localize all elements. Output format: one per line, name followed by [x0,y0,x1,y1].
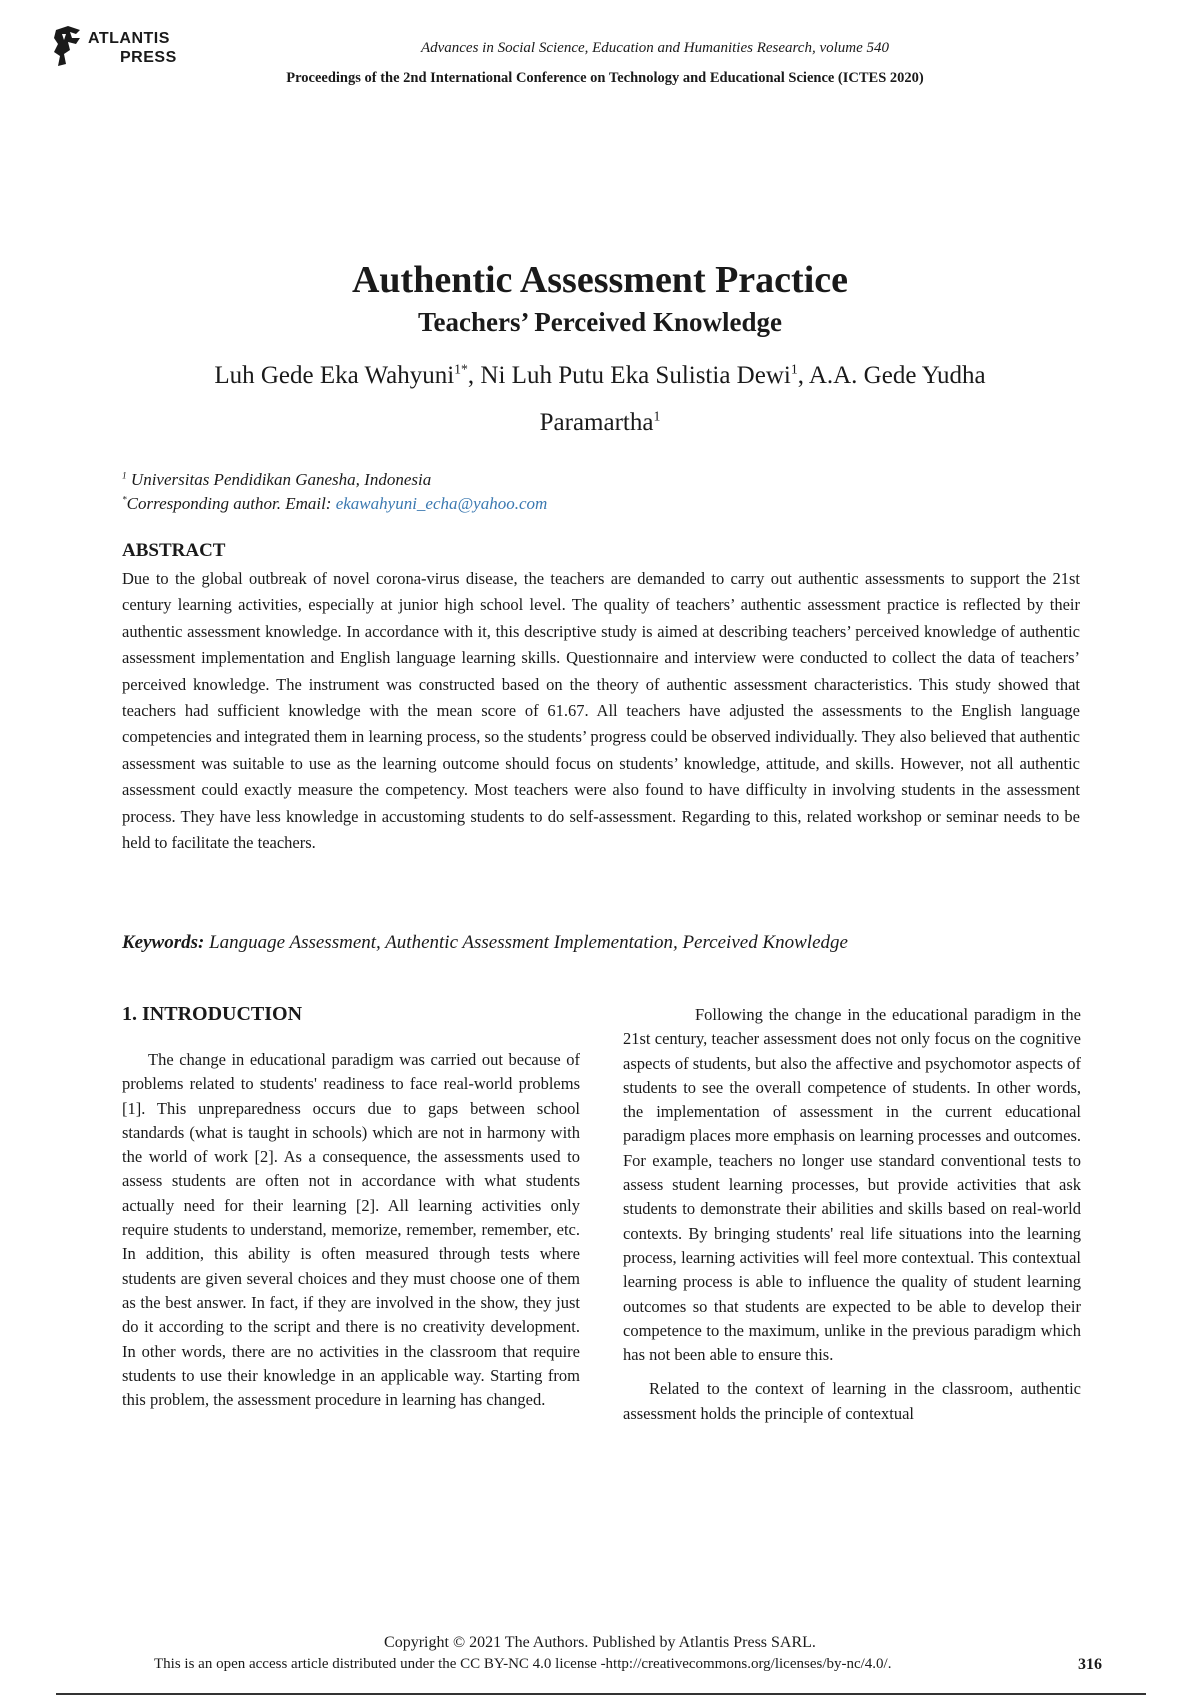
author-name: A.A. Gede Yudha [808,362,986,389]
logo-text-press: PRESS [120,49,177,66]
paragraph: The change in educational paradigm was carried out because of problems related to students' readiness to face real-world problems [1]. This unpreparedness occurs due to gaps between school standards (what is taught in schools) which are not in harmony with the world of work [2]. As a consequence, the assessments used to assess students are often not in accordance with what students actually need for their learning [2]. All learning activities only require students to understand, memorize, remember, remember, etc. In addition, this ability is often measured through tests where students are given several choices and they must choose one of them as the best answer. In fact, if they are involved in the show, they just do it according to the script and there is no creativity development. In other words, there are no activities in the classroom that require students to use their knowledge in an applicable way. Starting from this problem, the assessment procedure in learning has changed. [122,1050,580,1410]
right-column [623,1003,1081,1426]
footer-divider [56,1693,1146,1695]
paper-title: Authentic Assessment Practice [351,259,848,301]
keywords [122,932,848,954]
author-list: Luh Gede Eka Wahyuni$^{1*}$, Ni Luh Putu Eka Sulistia Dewi$^1$, A.A. Gede Yudha [214,361,986,389]
author-name: Luh Gede Eka Wahyuni [214,362,455,389]
author-affiliation-mark: 1 [790,361,798,377]
author-affiliation-mark: 1* [454,361,468,377]
paragraph: Following the change in the educational paradigm in the 21st century, teacher assessment does not only focus on the cognitive aspects of students, but also the affective and psychomotor aspects of students to see the overall competence of students. In other words, the implementation of assessment in the current educational paradigm places more emphasis on learning processes and outcomes. For example, teachers no longer use standard conventional tests to assess student learning processes, but provide activities that ask students to demonstrate their abilities and skills based on real-world contexts. By bringing students' real life situations into the learning process, learning activities will feel more contextual. This contextual learning process is able to influence the quality of student learning outcomes so that students are expected to be able to develop their competence to the maximum, unlike in the previous paradigm which has not been able to ensure this. [623,1005,1081,1365]
abstract-body: Due to the global outbreak of novel corona-virus disease, the teachers are demanded to carry out authentic assessments to support the 21st century learning activities, especially at junior high school level. The quality of teachers’ authentic assessment practice is reflected by their authentic assessment knowledge. In accordance with it, this descriptive study is aimed at describing teachers’ perceived knowledge of authentic assessment implementation and English language learning skills. Questionnaire and interview were conducted to collect the data of teachers’ perceived knowledge. The instrument was constructed based on the theory of authentic assessment characteristics. This study showed that teachers had sufficient knowledge with the mean score of 61.67. All teachers have adjusted the assessments to the English language competencies and integrated them in learning process, so the students’ progress could be observed individually. They also believed that authentic assessment was suitable to use as the learning outcome should focus on students’ knowledge, attitude, and skills. However, not all authentic assessment could exactly measure the competency. Most teachers were also found to have difficulty in involving students in the assessment process. They have less knowledge in accustoming students to do self-assessment. Regarding to this, related workshop or seminar needs to be held to facilitate the teachers. [122,569,1080,853]
copyright-notice: Copyright © 2021 The Authors. Published by Atlantis Press SARL. [384,1634,816,1651]
author-list-continued [0,409,1200,437]
series-title: Advances in Social Science, Education and Humanities Research, volume 540 [420,40,890,56]
logo-text-atlantis: ATLANTIS [88,30,170,47]
keywords-label: Keywords: [122,932,210,953]
corresponding-author: *Corresponding author. Email: ekawahyuni_echa@yahoo.com [122,494,548,513]
author-name: Paramartha [539,409,654,436]
left-column [122,1048,580,1412]
license-notice: This is an open access article distributed under the CC BY-NC 4.0 license -http://creativecommons.org/licenses/by-nc/4.0/. [154,1656,892,1672]
paper-subtitle: Teachers’ Perceived Knowledge [418,307,782,337]
keywords-list: Language Assessment, Authentic Assessment Implementation, Perceived Knowledge [209,932,848,953]
paragraph: Related to the context of learning in the classroom, authentic assessment holds the principle of contextual [623,1379,1081,1423]
author-email-link[interactable]: ekawahyuni_echa@yahoo.com [335,494,548,513]
author-name: Ni Luh Putu Eka Sulistia Dewi [480,362,791,389]
author-affiliation-mark: 1 [653,408,661,424]
page-number: 316 [1078,1656,1102,1673]
affiliation: $^1$ Universitas Pendidikan Ganesha, Indonesia [122,470,432,489]
section-heading: 1. INTRODUCTION [122,1003,303,1025]
abstract-heading: ABSTRACT [122,540,226,561]
proceedings-title: Proceedings of the 2nd International Conference on Technology and Educational Science (ICTES 2020) [286,70,924,86]
